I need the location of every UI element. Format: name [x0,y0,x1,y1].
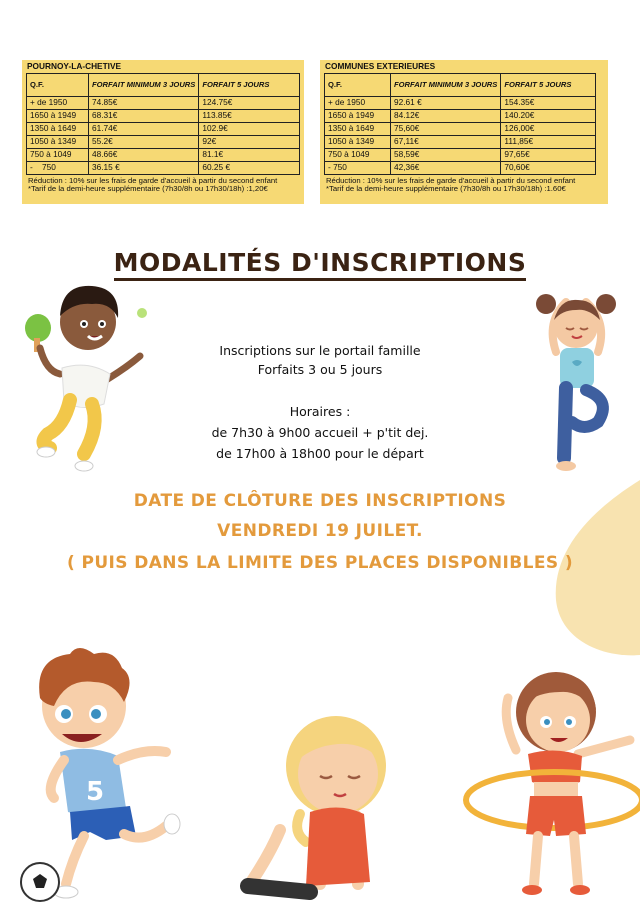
column-header-qf: Q.F. [325,73,391,96]
price-3-days: 48.66€ [89,148,199,161]
pricing-table [324,73,596,175]
price-5-days: 60.25 € [199,161,300,174]
table-row [27,161,300,174]
price-3-days: 84.12€ [391,109,501,122]
price-5-days: 81.1€ [199,148,300,161]
table-row [27,96,300,109]
table-row [27,148,300,161]
price-5-days: 92€ [199,135,300,148]
pricing-table [26,73,300,175]
column-header-3-days: FORFAIT MINIMUM 3 JOURS [89,73,199,96]
price-5-days: 97,65€ [501,148,596,161]
child-yoga-tree-illustration [526,282,626,477]
column-header-3-days: FORFAIT MINIMUM 3 JOURS [391,73,501,96]
info-portal: Inscriptions sur le portail famille [219,343,421,358]
svg-text:5: 5 [86,777,105,807]
table-row [27,122,300,135]
qf-cell: + de 1950 [325,96,391,109]
table-row [325,122,596,135]
pricing-table-title: POURNOY-LA-CHETIVE [27,61,122,71]
page-title-text: MODALITÉS D'INSCRIPTIONS [114,248,527,281]
price-5-days: 70,60€ [501,161,596,174]
qf-cell: + de 1950 [27,96,89,109]
table-row [325,148,596,161]
price-5-days: 124.75€ [199,96,300,109]
column-header-5-days: FORFAIT 5 JOURS [501,73,596,96]
price-3-days: 61.74€ [89,122,199,135]
info-evening-hours: de 17h00 à 18h00 pour le départ [216,446,424,461]
closing-date-value: VENDREDI 19 JUILET. [217,521,423,541]
closing-date-label: DATE DE CLÔTURE DES INSCRIPTIONS [133,491,507,511]
price-3-days: 67,11€ [391,135,501,148]
page-title [0,248,640,277]
column-header-5-days: FORFAIT 5 JOURS [199,73,300,96]
qf-cell: 1050 à 1349 [325,135,391,148]
discount-note: Réduction : 10% sur les frais de garde d'accueil à partir du second enfant [28,175,278,185]
table-row [27,109,300,122]
extra-time-note: *Tarif de la demi-heure supplémentaire (7h30/8h ou 17h30/18h) :1.60€ [326,184,566,194]
qf-cell: - 750 [27,161,89,174]
price-3-days: 36.15 € [89,161,199,174]
table-row [325,109,596,122]
qf-cell: 1350 à 1649 [325,122,391,135]
child-yoga-cobra-illustration [240,706,410,902]
price-5-days: 126,00€ [501,122,596,135]
info-hours-label: Horaires : [289,404,351,419]
price-5-days: 102.9€ [199,122,300,135]
pricing-table-title: COMMUNES EXTERIEURES [325,61,436,71]
table-row [27,135,300,148]
price-5-days: 113.85€ [199,109,300,122]
qf-cell: - 750 [325,161,391,174]
price-5-days: 140.20€ [501,109,596,122]
qf-cell: 1650 à 1949 [325,109,391,122]
price-3-days: 42,36€ [391,161,501,174]
pricing-table-exterieures [320,60,608,204]
price-3-days: 68.31€ [89,109,199,122]
price-5-days: 154.35€ [501,96,596,109]
price-3-days: 55.2€ [89,135,199,148]
qf-cell: 1050 à 1349 [27,135,89,148]
price-5-days: 111,85€ [501,135,596,148]
extra-time-note: *Tarif de la demi-heure supplémentaire (7h30/8h ou 17h30/18h) :1,20€ [28,184,268,194]
child-pingpong-illustration [18,276,153,476]
table-row [325,96,596,109]
child-soccer-illustration [14,648,189,906]
qf-cell: 1650 à 1949 [27,109,89,122]
pricing-table-pournoy [22,60,304,204]
qf-cell: 750 à 1049 [325,148,391,161]
closing-date-note: ( PUIS DANS LA LIMITE DES PLACES DISPONIBLES ) [67,553,573,573]
qf-cell: 1350 à 1649 [27,122,89,135]
info-packages: Forfaits 3 ou 5 jours [257,362,383,377]
info-morning-hours: de 7h30 à 9h00 accueil + p'tit dej. [211,425,429,440]
table-row [325,135,596,148]
price-3-days: 75,60€ [391,122,501,135]
price-3-days: 74.85€ [89,96,199,109]
column-header-qf: Q.F. [27,73,89,96]
price-3-days: 58,59€ [391,148,501,161]
table-row [325,161,596,174]
qf-cell: 750 à 1049 [27,148,89,161]
child-hula-hoop-illustration [462,650,640,902]
price-3-days: 92.61 € [391,96,501,109]
discount-note: Réduction : 10% sur les frais de garde d'accueil à partir du second enfant [326,175,576,185]
